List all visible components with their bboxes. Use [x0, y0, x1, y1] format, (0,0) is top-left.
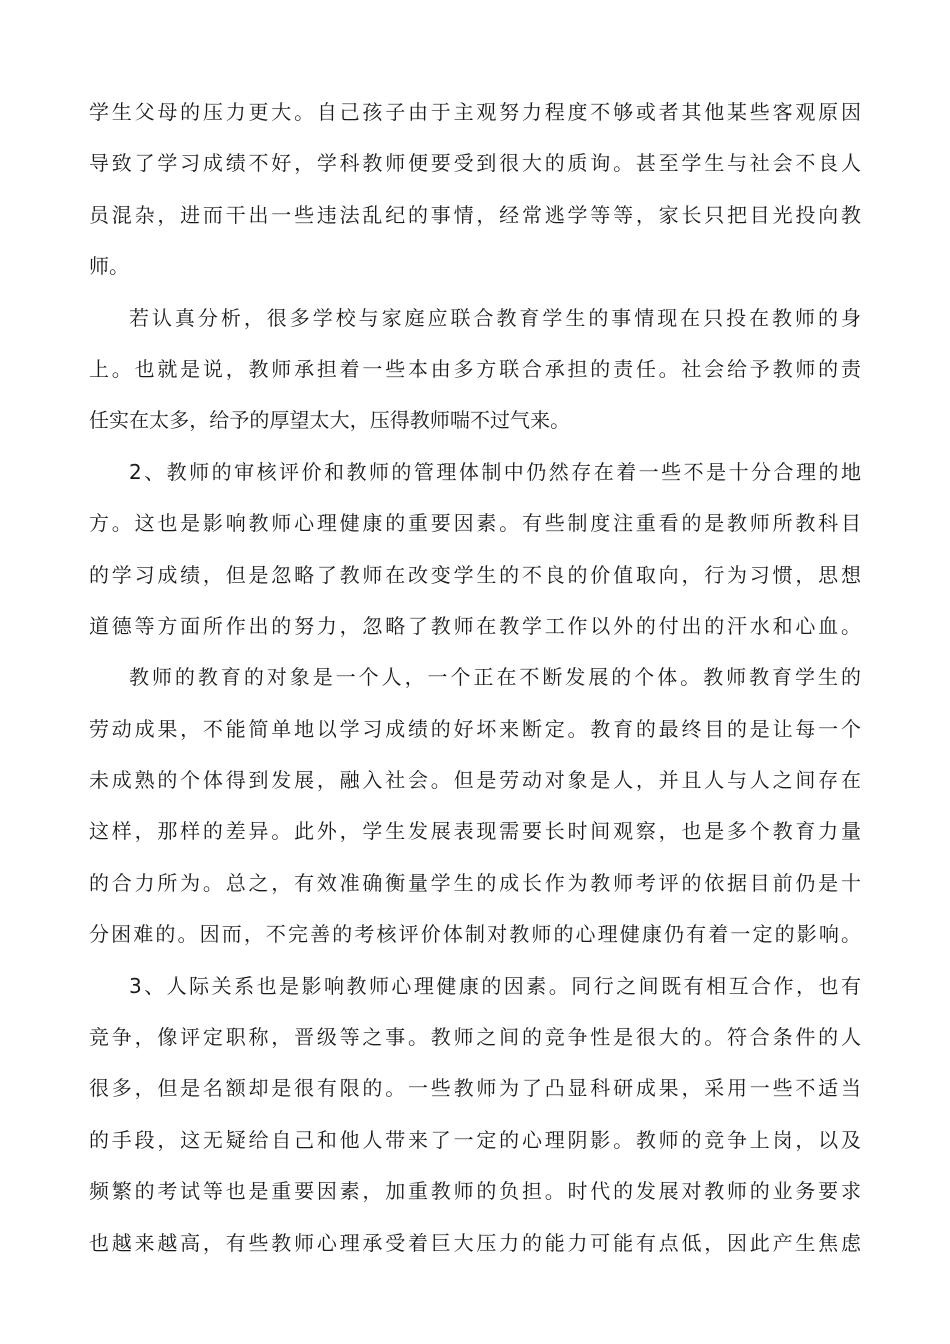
text-line: 分困难的。因而，不完善的考核评价体制对教师的心理健康仍有着一定的影响。: [89, 922, 861, 947]
text-line: 也越来越高，有些教师心理承受着巨大压力的能力可能有点低，因此产生焦虑: [89, 1230, 861, 1255]
text-line: 很多，但是名额却是很有限的。一些教师为了凸显科研成果，采用一些不适当: [89, 1076, 861, 1101]
paragraph-first-line: 若认真分析，很多学校与家庭应联合教育学生的事情现在只投在教师的身: [129, 305, 861, 330]
text-line: 的手段，这无疑给自己和他人带来了一定的心理阴影。教师的竞争上岗，以及: [89, 1127, 861, 1152]
text-line: 竞争，像评定职称，晋级等之事。教师之间的竞争性是很大的。符合条件的人: [89, 1025, 861, 1050]
paragraph-first-line: 3、人际关系也是影响教师心理健康的因素。同行之间既有相互合作，也有: [129, 973, 861, 998]
text-line: 的合力所为。总之，有效准确衡量学生的成长作为教师考评的依据目前仍是十: [89, 870, 861, 895]
paragraph-first-line: 2、教师的审核评价和教师的管理体制中仍然存在着一些不是十分合理的地: [129, 459, 861, 484]
text-line: 频繁的考试等也是重要因素，加重教师的负担。时代的发展对教师的业务要求: [89, 1179, 861, 1204]
text-line: 这样，那样的差异。此外，学生发展表现需要长时间观察，也是多个教育力量: [89, 819, 861, 844]
document-body: [89, 87, 861, 1269]
text-line: 未成熟的个体得到发展，融入社会。但是劳动对象是人，并且人与人之间存在: [89, 768, 861, 793]
paragraph-first-line: 教师的教育的对象是一个人，一个正在不断发展的个体。教师教育学生的: [129, 665, 861, 690]
text-line: 劳动成果，不能简单地以学习成绩的好坏来断定。教育的最终目的是让每一个: [89, 716, 861, 741]
text-line: 导致了学习成绩不好，学科教师便要受到很大的质询。甚至学生与社会不良人: [89, 151, 861, 176]
text-line: 方。这也是影响教师心理健康的重要因素。有些制度注重看的是教师所教科目: [89, 511, 861, 536]
text-line: 的学习成绩，但是忽略了教师在改变学生的不良的价值取向，行为习惯，思想: [89, 562, 861, 587]
text-line: 任实在太多，给予的厚望太大，压得教师喘不过气来。: [89, 408, 571, 433]
text-line: 道德等方面所作出的努力，忽略了教师在教学工作以外的付出的汗水和心血。: [89, 613, 861, 638]
text-line: 上。也就是说，教师承担着一些本由多方联合承担的责任。社会给予教师的责: [89, 356, 861, 381]
text-line: 师。: [89, 254, 130, 279]
text-line: 员混杂，进而干出一些违法乱纪的事情，经常逃学等等，家长只把目光投向教: [89, 202, 861, 227]
text-line: 学生父母的压力更大。自己孩子由于主观努力程度不够或者其他某些客观原因: [89, 100, 861, 124]
